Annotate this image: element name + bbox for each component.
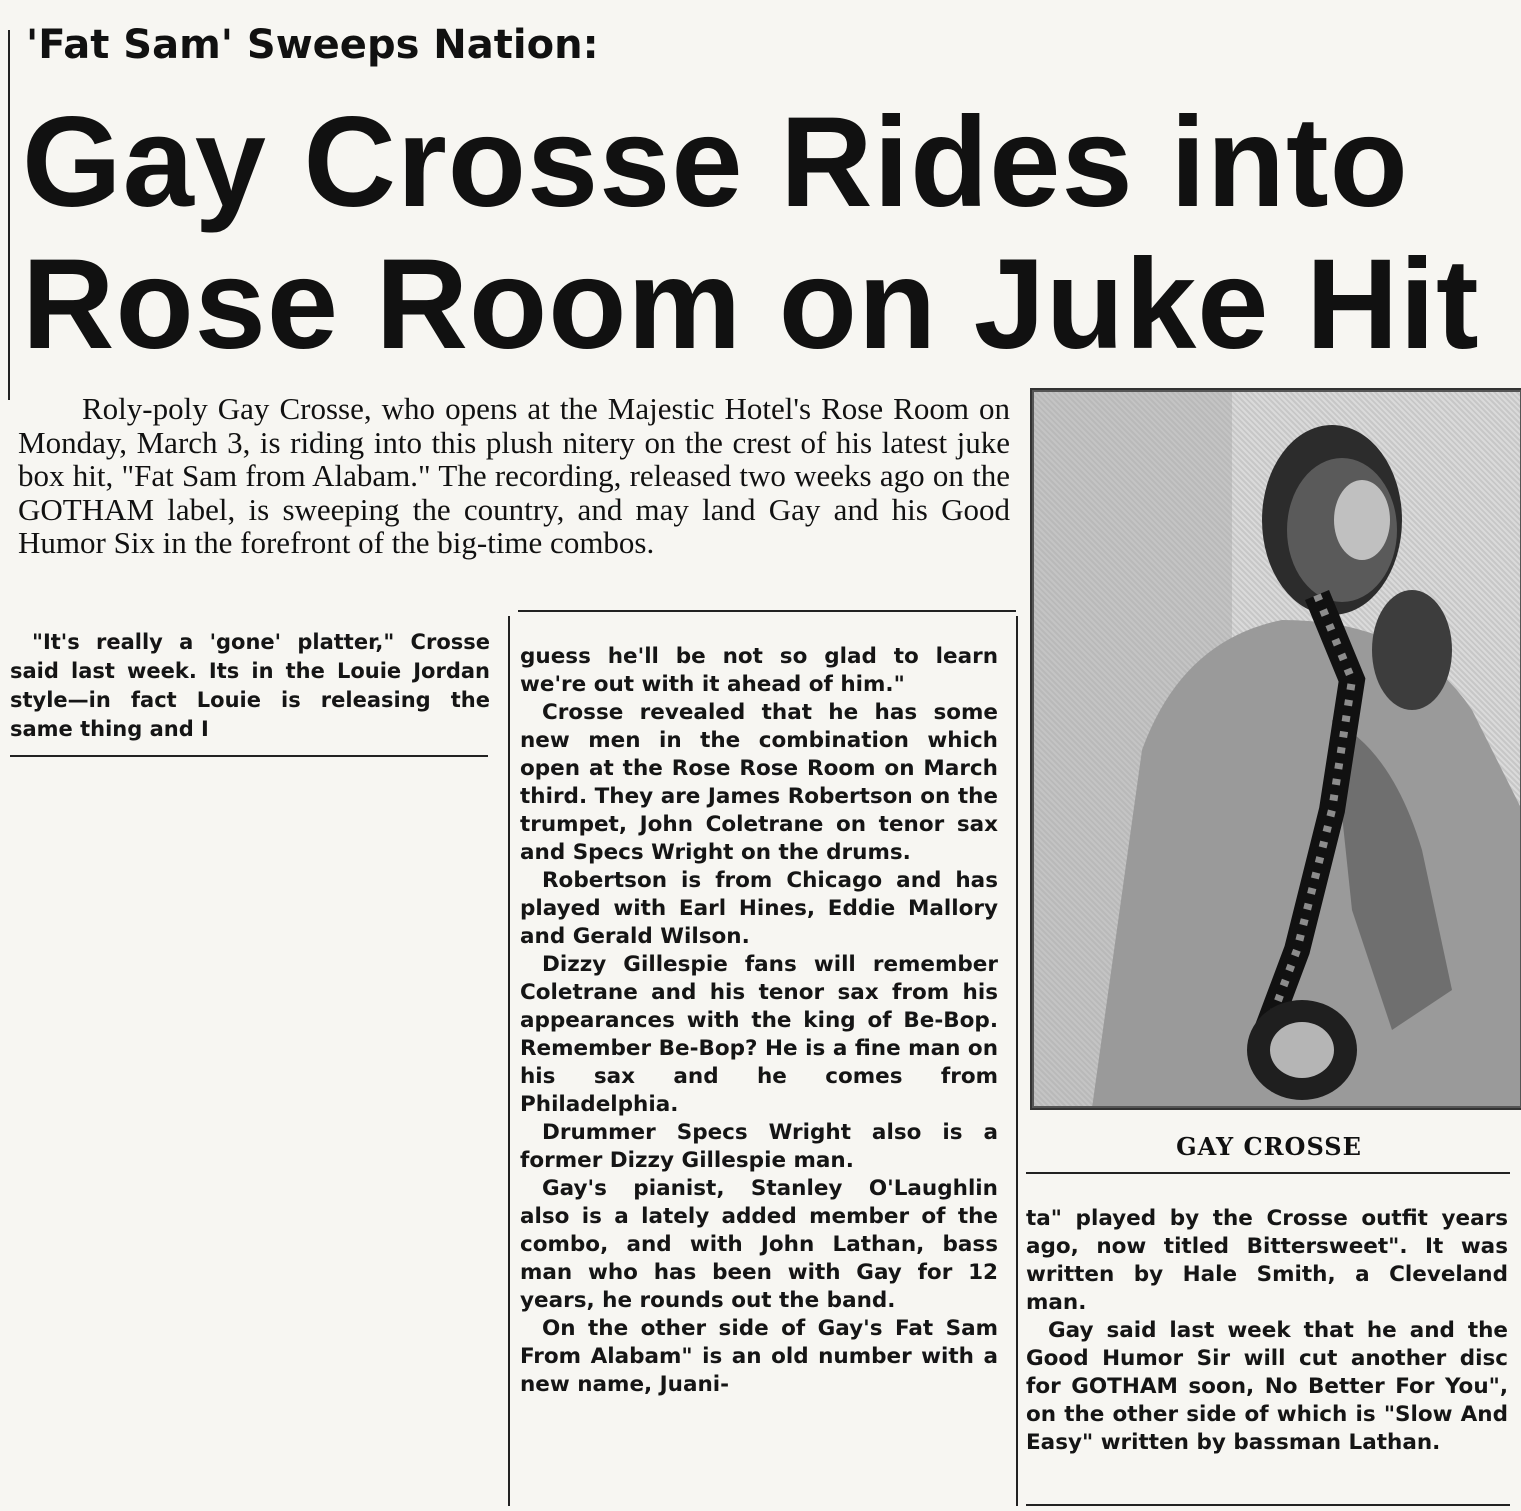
column3-paragraph-2: Gay said last week that he and the Good Humor Sir will cut another disc for GOTHAM soon, No Better For You", on the other side of which is "Slow And Easy" written by bassman Lathan. [1026,1318,1508,1455]
column-3 [1026,1205,1508,1457]
main-headline [22,92,1502,376]
column3-paragraph-1: ta" played by the Crosse outfit years ago, now titled Bittersweet". It was written by Hale Smith, a Cleveland man. [1026,1206,1508,1315]
column-2 [520,643,998,1399]
lead-paragraph: Roly-poly Gay Crosse, who opens at the Majestic Hotel's Rose Room on Monday, March 3, is riding into this plush nitery on the crest of his latest juke box hit, "Fat Sam from Alabam." The recording, released two weeks ago on the GOTHAM label, is sweeping the country, and may land Gay and his Good Humor Six in the forefront of the big-time combos. [18,391,1010,560]
lead-paragraph-block [18,392,1010,560]
column2-paragraph-1: guess he'll be not so glad to learn we're out with it ahead of him." [520,644,998,697]
column-divider-2 [1016,616,1018,1506]
margin-rule [8,30,10,400]
column2-paragraph-4: Dizzy Gillespie fans will remember Coletrane and his tenor sax from his appearances with the king of Be-Bop. Remember Be-Bop? He is a fine man on his sax and he comes from Philadelphia. [520,952,998,1117]
column-1 [10,628,490,744]
caption-rule [1026,1172,1510,1174]
column1-bottom-rule [10,755,488,757]
saxophonist-photo [1030,388,1521,1110]
column3-bottom-rule [1026,1504,1510,1506]
photo-illustration [1032,390,1521,1108]
photo-caption: GAY CROSSE [1176,1132,1362,1161]
column2-paragraph-3: Robertson is from Chicago and has played with Earl Hines, Eddie Mallory and Gerald Wilson. [520,868,998,949]
column1-paragraph: "It's really a 'gone' platter," Crosse said last week. Its in the Louie Jordan style—in fact Louie is releasing the same thing and I [10,630,490,741]
headline-line-2: Rose Room on Juke Hit [22,233,1480,376]
column2-paragraph-7: On the other side of Gay's Fat Sam From Alabam" is an old number with a new name, Juani- [520,1316,998,1397]
column2-paragraph-2: Crosse revealed that he has some new men in the combination which open at the Rose Rose Room on March third. They are James Robertson on the trumpet, John Coletrane on tenor sax and Specs Wright on the drums. [520,700,998,865]
column2-paragraph-6: Gay's pianist, Stanley O'Laughlin also is a lately added member of the combo, and with John Lathan, bass man who has been with Gay for 12 years, he rounds out the band. [520,1176,998,1313]
column2-paragraph-5: Drummer Specs Wright also is a former Dizzy Gillespie man. [520,1120,998,1173]
column-divider-1 [508,616,510,1506]
column-rule-top [518,610,1016,612]
kicker-headline: 'Fat Sam' Sweeps Nation: [26,22,599,68]
headline-line-1: Gay Crosse Rides into [22,91,1409,234]
